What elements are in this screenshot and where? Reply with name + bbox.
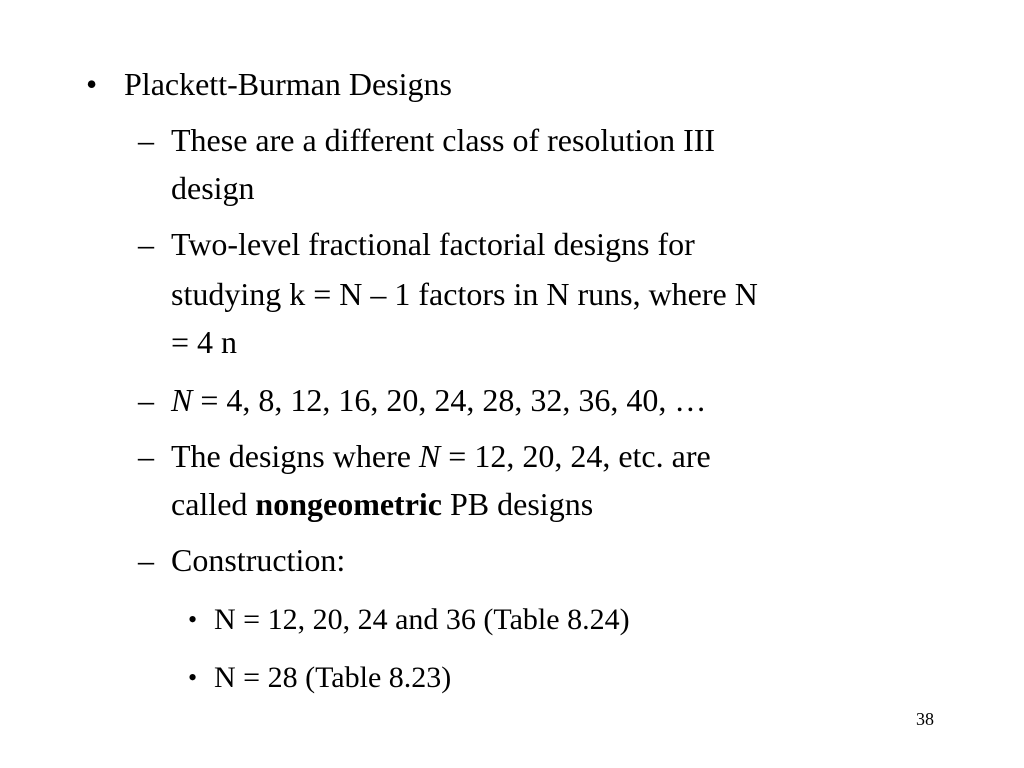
item-line xyxy=(171,376,706,424)
n-values: = 4, 8, 12, 16, 20, 24, 28, 32, 36, 40, … xyxy=(192,382,707,418)
item-line: Two-level fractional factorial designs for xyxy=(171,226,695,262)
slide-title-bullet: Plackett-Burman Designs xyxy=(124,66,452,102)
variable-n: N xyxy=(418,438,441,474)
sub-item: N = 12, 20, 24 and 36 (Table 8.24) xyxy=(214,603,630,636)
item-line: These are a different class of resolution III xyxy=(171,122,716,158)
dash-icon: – xyxy=(138,438,154,474)
bullet-icon: • xyxy=(188,605,198,634)
item-line: design xyxy=(171,170,255,206)
item-line: = 4 n xyxy=(171,324,238,360)
item-line xyxy=(171,480,593,528)
text-span: called xyxy=(171,486,256,522)
dash-icon: – xyxy=(138,226,154,262)
item-line: Construction: xyxy=(171,542,346,578)
bullet-icon: • xyxy=(188,663,198,692)
dash-icon: – xyxy=(138,382,154,418)
dash-icon: – xyxy=(138,122,154,158)
page-number: 38 xyxy=(916,709,934,729)
emphasis-term: nongeometric xyxy=(255,486,442,522)
text-span: The designs where xyxy=(171,438,419,474)
text-span: = 12, 20, 24, etc. are xyxy=(440,438,711,474)
text-span: PB designs xyxy=(442,486,594,522)
variable-n: N xyxy=(171,382,193,418)
bullet-icon: • xyxy=(86,66,98,102)
sub-item: N = 28 (Table 8.23) xyxy=(214,661,452,694)
item-line: studying k = N – 1 factors in N runs, where N xyxy=(171,276,758,312)
dash-icon: – xyxy=(138,542,154,578)
item-line xyxy=(171,432,711,480)
